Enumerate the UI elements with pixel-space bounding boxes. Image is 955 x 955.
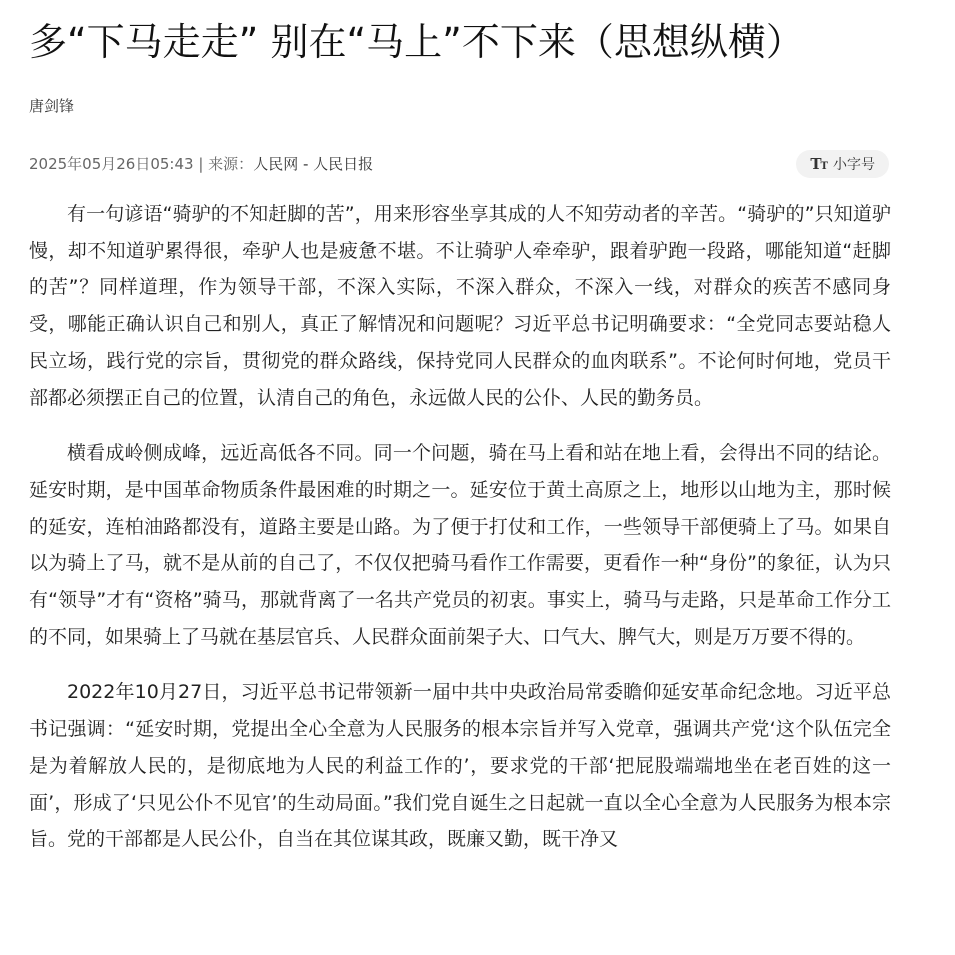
author-name: 唐剑锋 xyxy=(29,97,75,115)
source-label: 来源： xyxy=(208,155,254,173)
article xyxy=(29,0,891,877)
meta-row xyxy=(29,150,891,180)
font-size-label: 小字号 xyxy=(833,157,875,173)
article-body xyxy=(29,196,891,858)
paragraph: 有一句谚语“骑驴的不知赶脚的苦”，用来形容坐享其成的人不知劳动者的辛苦。“骑驴的”只知道驴慢，却不知道驴累得很，牵驴人也是疲惫不堪。不让骑驴人牵牵驴，跟着驴跑一段路，哪能知道“赶脚的苦”？同样道理，作为领导干部，不深入实际，不深入群众，不深入一线，对群众的疾苦不感同身受，哪能正确认识自己和别人，真正了解情况和问题呢？习近平总书记明确要求：“全党同志要站稳人民立场，践行党的宗旨，贯彻党的群众路线，保持党同人民群众的血肉联系”。不论何时何地，党员干部都必须摆正自己的位置，认清自己的角色，永远做人民的公仆、人民的勤务员。 xyxy=(29,203,891,409)
paragraph: 横看成岭侧成峰，远近高低各不同。同一个问题，骑在马上看和站在地上看，会得出不同的结论。延安时期，是中国革命物质条件最困难的时期之一。延安位于黄土高原之上，地形以山地为主，那时候的延安，连柏油路都没有，道路主要是山路。为了便于打仗和工作，一些领导干部便骑上了马。如果自以为骑上了马，就不是从前的自己了，不仅仅把骑马看作工作需要，更看作一种“身份”的象征，认为只有“领导”才有“资格”骑马，那就背离了一名共产党员的初衷。事实上，骑马与走路，只是革命工作分工的不同，如果骑上了马就在基层官兵、人民群众面前架子大、口气大、脾气大，则是万万要不得的。 xyxy=(29,442,891,648)
publish-datetime: 2025年05月26日05:43 xyxy=(29,155,194,173)
meta-separator: | xyxy=(193,155,209,173)
source-link[interactable]: 人民网 - 人民日报 xyxy=(253,155,374,173)
article-title: 多“下马走走” 别在“马上”不下来（思想纵横） xyxy=(29,20,804,64)
font-size-button[interactable] xyxy=(796,150,889,178)
article-meta xyxy=(29,154,373,174)
paragraph: 2022年10月27日，习近平总书记带领新一届中共中央政治局常委瞻仰延安革命纪念地。习近平总书记强调：“延安时期，党提出全心全意为人民服务的根本宗旨并写入党章，强调共产党‘这个队伍完全是为着解放人民的，是彻底地为人民的利益工作的’，要求党的干部‘把屁股端端地坐在老百姓的这一面’，形成了‘只见公仆不见官’的生动局面。”我们党自诞生之日起就一直以全心全意为人民服务为根本宗旨。党的干部都是人民公仆，自当在其位谋其政，既廉又勤，既干净又 xyxy=(29,681,891,851)
text-size-icon: TT xyxy=(810,155,827,173)
